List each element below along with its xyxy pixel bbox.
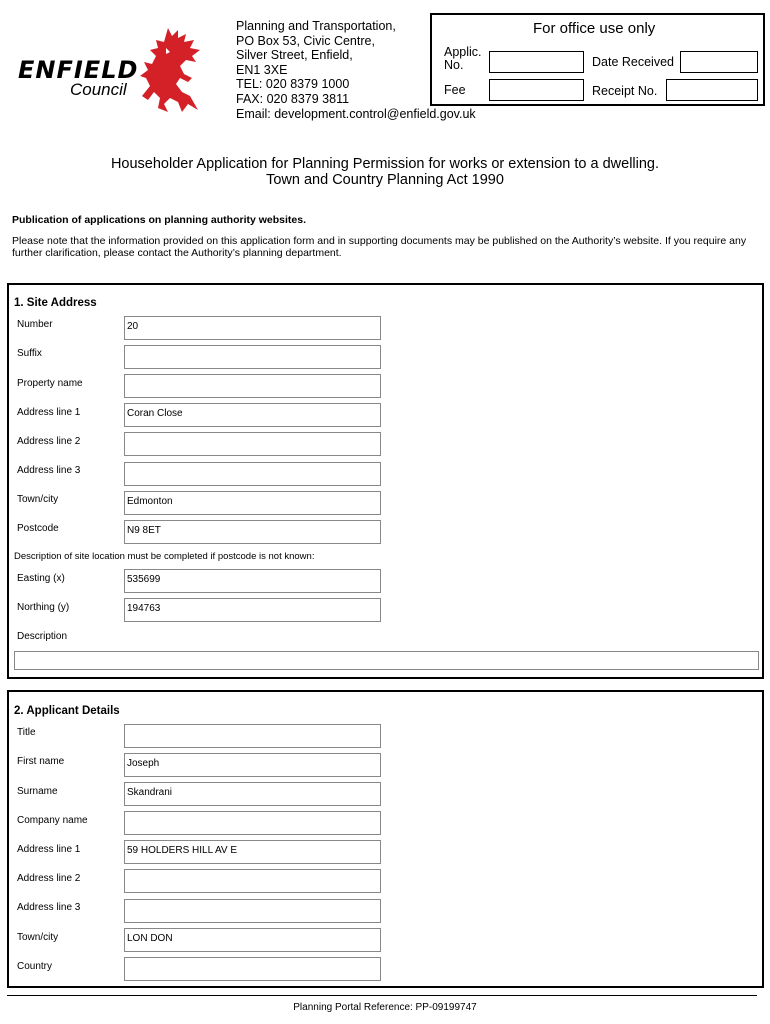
address-line: Silver Street, Enfield, — [236, 48, 353, 63]
council-logo-sub: Council — [70, 80, 127, 99]
dragon-logo-icon — [138, 26, 204, 114]
applicant-address-line1-field[interactable]: 59 HOLDERS HILL AV E — [124, 840, 381, 864]
field-label: Postcode — [17, 523, 59, 534]
field-label: Surname — [17, 786, 58, 797]
receipt-no-field[interactable] — [666, 79, 758, 101]
field-label: Address line 3 — [17, 902, 81, 913]
site-address-line2-field[interactable] — [124, 432, 381, 456]
field-label: Address line 3 — [17, 465, 81, 476]
field-label: Address line 1 — [17, 407, 81, 418]
form-title: Householder Application for Planning Permission for works or extension to a dwelling. — [110, 156, 660, 172]
site-postcode-field[interactable]: N9 8ET — [124, 520, 381, 544]
applicant-title-field[interactable] — [124, 724, 381, 748]
address-line: FAX: 020 8379 3811 — [236, 91, 350, 106]
field-label: Number — [17, 319, 53, 330]
field-label: Easting (x) — [17, 573, 65, 584]
receipt-no-label: Receipt No. — [592, 84, 658, 98]
field-label: Address line 1 — [17, 844, 81, 855]
location-note: Description of site location must be completed if postcode is not known: — [14, 551, 315, 562]
field-label: Title — [17, 727, 36, 738]
address-line: TEL: 020 8379 1000 — [236, 77, 350, 92]
date-received-field[interactable] — [680, 51, 758, 73]
field-label: Country — [17, 961, 53, 972]
site-address-section — [7, 283, 764, 679]
applic-no-label: Applic. No. — [444, 45, 482, 72]
northing-field[interactable]: 194763 — [124, 598, 381, 622]
applicant-town-field[interactable]: LON DON — [124, 928, 381, 952]
form-subtitle: Town and Country Planning Act 1990 — [266, 172, 504, 188]
applicant-address-line3-field[interactable] — [124, 899, 381, 923]
applicant-first-name-field[interactable]: Joseph — [124, 753, 381, 777]
applicant-country-field[interactable] — [124, 957, 381, 981]
site-suffix-field[interactable] — [124, 345, 381, 369]
field-label: Town/city — [17, 494, 59, 505]
applicant-surname-field[interactable]: Skandrani — [124, 782, 381, 806]
publication-note: Please note that the information provided on this application form and in supporting documents may be published on the Authority’s website. If you require any further clarification, please contact the Authority’s planning department. — [12, 235, 747, 259]
applicant-section — [7, 690, 764, 988]
field-label: Address line 2 — [17, 436, 81, 447]
portal-reference: Planning Portal Reference: PP-09199747 — [293, 1002, 477, 1013]
field-label: Description — [17, 631, 68, 642]
site-description-field[interactable] — [14, 651, 759, 670]
address-line: EN1 3XE — [236, 62, 288, 77]
field-label: Company name — [17, 815, 88, 826]
site-number-field[interactable]: 20 — [124, 316, 381, 340]
field-label: Northing (y) — [17, 602, 70, 613]
fee-field[interactable] — [489, 79, 584, 101]
office-use-title: For office use only — [533, 20, 656, 37]
applicant-address-line2-field[interactable] — [124, 869, 381, 893]
field-label: First name — [17, 756, 65, 767]
site-town-field[interactable]: Edmonton — [124, 491, 381, 515]
site-property-name-field[interactable] — [124, 374, 381, 398]
field-label: Suffix — [17, 348, 42, 359]
field-label: Town/city — [17, 932, 59, 943]
fee-label: Fee — [444, 83, 466, 97]
publication-heading: Publication of applications on planning authority websites. — [12, 214, 307, 226]
site-address-line3-field[interactable] — [124, 462, 381, 486]
date-received-label: Date Received — [592, 55, 674, 69]
applic-no-field[interactable] — [489, 51, 584, 73]
section-title: 1. Site Address — [14, 297, 97, 309]
site-address-line1-field[interactable]: Coran Close — [124, 403, 381, 427]
field-label: Property name — [17, 378, 83, 389]
council-email: Email: development.control@enfield.gov.uk — [236, 107, 476, 121]
field-label: Address line 2 — [17, 873, 81, 884]
easting-field[interactable]: 535699 — [124, 569, 381, 593]
address-line: PO Box 53, Civic Centre, — [236, 33, 375, 48]
council-address — [236, 19, 396, 107]
footer-divider — [7, 995, 757, 996]
address-line: Planning and Transportation, — [236, 19, 396, 33]
section-title: 2. Applicant Details — [14, 705, 120, 717]
applicant-company-field[interactable] — [124, 811, 381, 835]
council-logo-name: ENFIELD — [18, 56, 139, 84]
